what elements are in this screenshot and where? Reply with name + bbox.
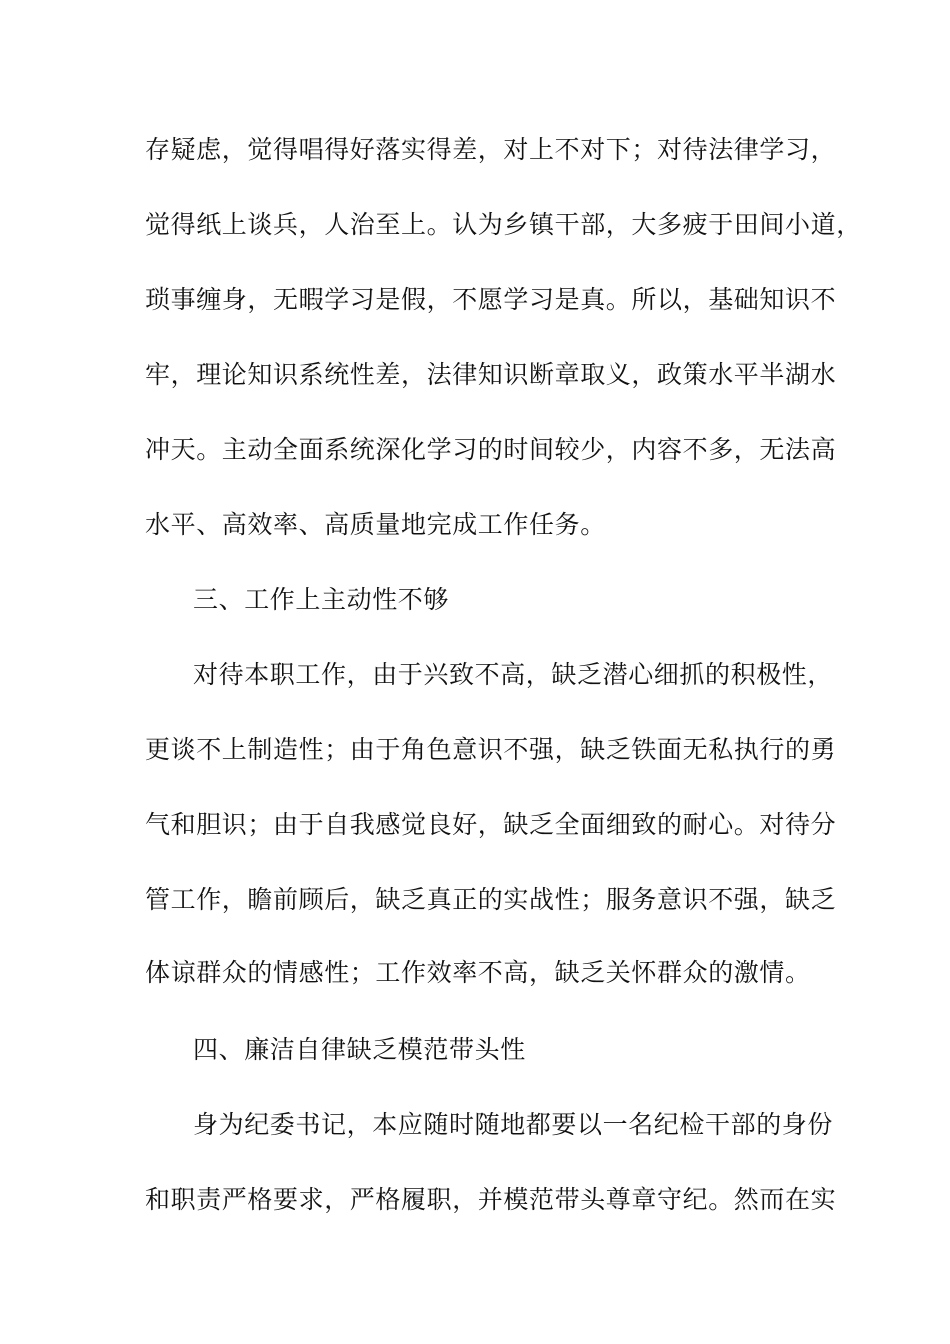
text-line: 和职责严格要求，严格履职，并模范带头尊章守纪。然而在实	[145, 1185, 837, 1214]
text-line: 气和胆识；由于自我感觉良好，缺乏全面细致的耐心。对待分	[145, 810, 837, 839]
text-line: 存疑虑，觉得唱得好落实得差，对上不对下；对待法律学习，	[145, 135, 837, 164]
text-line: 身为纪委书记，本应随时随地都要以一名纪检干部的身份	[193, 1110, 834, 1139]
text-line: 更谈不上制造性；由于角色意识不强，缺乏铁面无私执行的勇	[145, 735, 837, 764]
text-line: 觉得纸上谈兵，人治至上。认为乡镇干部，大多疲于田间小道，	[145, 210, 862, 239]
text-line: 管工作，瞻前顾后，缺乏真正的实战性；服务意识不强，缺乏	[145, 885, 837, 914]
text-line: 体谅群众的情感性；工作效率不高，缺乏关怀群众的激情。	[145, 958, 811, 987]
text-line: 琐事缠身，无暇学习是假，不愿学习是真。所以，基础知识不	[145, 285, 837, 314]
section-heading: 四、廉洁自律缺乏模范带头性	[193, 1035, 526, 1064]
text-line: 牢，理论知识系统性差，法律知识断章取义，政策水平半湖水	[145, 360, 837, 389]
text-line: 对待本职工作，由于兴致不高，缺乏潜心细抓的积极性，	[193, 660, 834, 689]
text-line: 冲天。主动全面系统深化学习的时间较少，内容不多，无法高	[145, 435, 837, 464]
text-line: 水平、高效率、高质量地完成工作任务。	[145, 510, 606, 539]
section-heading: 三、工作上主动性不够	[193, 585, 450, 614]
